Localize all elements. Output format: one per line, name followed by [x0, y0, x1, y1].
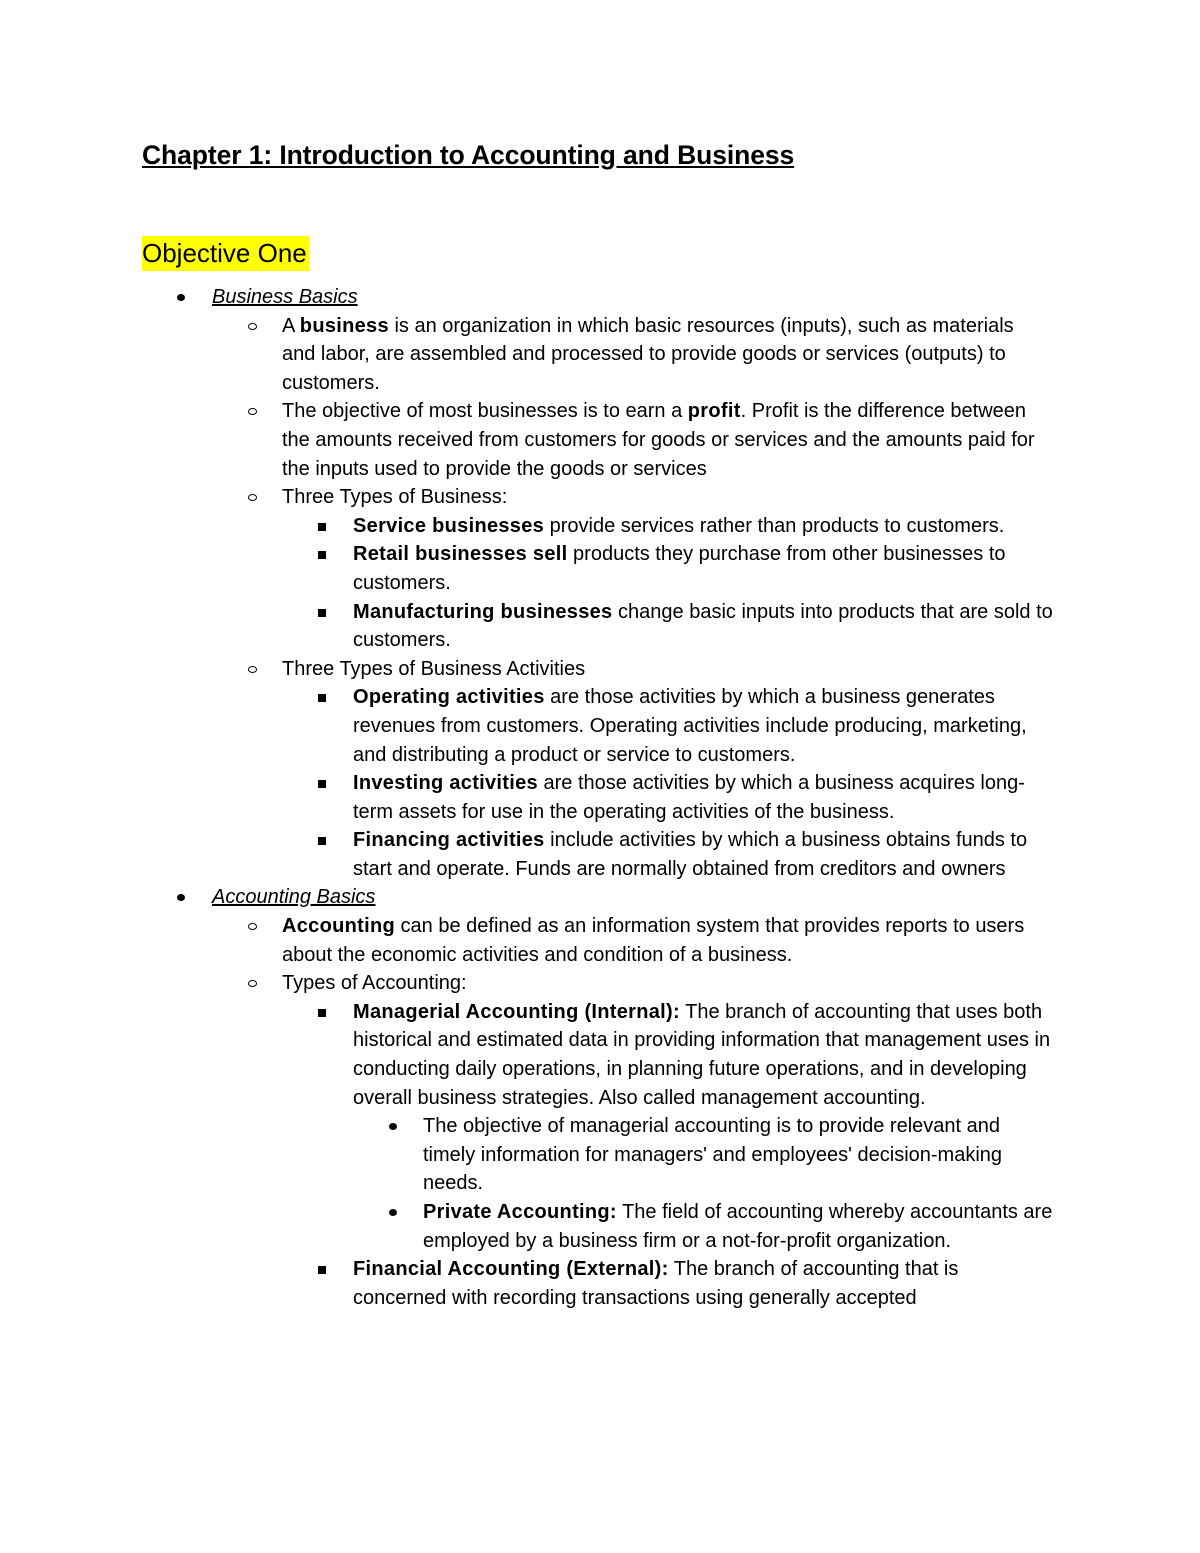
text: Three Types of Business:: [282, 486, 508, 509]
term: Retail businesses sell: [353, 543, 568, 566]
list-item: [0, 683, 1053, 769]
text: The branch of accounting that is concerned with recording transactions using generally accepted: [353, 1258, 959, 1309]
text: The objective of managerial accounting is to provide relevant and timely information for managers' and employees' decision-making needs.: [423, 1115, 1003, 1195]
text: are those activities by which a business acquires long-term assets for use in the operating activities of the business.: [353, 772, 1025, 823]
text: products they purchase from other businesses to customers.: [353, 543, 1006, 594]
disc-bullet-icon: [177, 294, 185, 301]
list-item: [0, 312, 1052, 398]
list-item: [0, 998, 1053, 1112]
square-bullet-icon: [318, 551, 326, 559]
list-item: [0, 283, 1052, 312]
circle-bullet-icon: [248, 408, 257, 415]
list-item: [0, 769, 1053, 826]
term: Service businesses: [353, 514, 545, 537]
text: Three Types of Business Activities: [282, 657, 586, 680]
objective-heading: Objective One: [142, 236, 309, 271]
text: is an organization in which basic resources (inputs), such as materials and labor, are assembled and processed to provide goods or services (outputs) to customers.: [282, 314, 1014, 394]
topic-accounting-basics: Accounting Basics: [212, 886, 376, 909]
chapter-title: Chapter 1: Introduction to Accounting and Business: [142, 140, 795, 170]
topic-business-basics: Business Basics: [212, 286, 358, 308]
list-item: [0, 483, 1052, 512]
square-bullet-icon: [318, 1266, 326, 1274]
term: Accounting: [282, 915, 395, 938]
list-item: [0, 912, 1052, 969]
term: Investing activities: [353, 772, 538, 795]
circle-bullet-icon: [248, 323, 257, 330]
text: change basic inputs into products that are sold to customers.: [353, 600, 1053, 652]
circle-bullet-icon: [248, 923, 257, 930]
circle-bullet-icon: [248, 494, 257, 501]
disc-bullet-icon: [389, 1209, 397, 1216]
term: profit: [687, 400, 741, 423]
text: The objective of most businesses is to earn a: [282, 400, 688, 423]
text: include activities by which a business obtains funds to start and operate. Funds are normally obtained from creditors and owners: [353, 829, 1028, 880]
square-bullet-icon: [318, 523, 326, 531]
list-item: [0, 826, 1053, 883]
term: Manufacturing businesses: [353, 600, 613, 623]
text: Types of Accounting:: [282, 972, 467, 995]
text: can be defined as an information system that provides reports to users about the economic activities and condition of a business.: [282, 915, 1025, 966]
list-item: [0, 512, 1053, 541]
square-bullet-icon: [318, 837, 326, 845]
list-item: [0, 883, 1052, 912]
list-item: [0, 969, 1052, 998]
disc-bullet-icon: [389, 1123, 397, 1130]
outline: [0, 283, 1200, 1312]
term: Operating activities: [353, 686, 545, 709]
square-bullet-icon: [318, 1009, 326, 1017]
list-item: [0, 1198, 1053, 1255]
disc-bullet-icon: [177, 894, 185, 901]
square-bullet-icon: [318, 609, 326, 617]
term: Financing activities: [353, 829, 545, 852]
term: Managerial Accounting (Internal):: [353, 1000, 680, 1023]
circle-bullet-icon: [248, 980, 257, 987]
list-item: [0, 1112, 1053, 1198]
text: provide services rather than products to customers.: [544, 514, 1005, 537]
term: business: [299, 314, 389, 337]
square-bullet-icon: [318, 780, 326, 788]
list-item: [0, 1255, 1053, 1312]
text: are those activities by which a business generates revenues from customers. Operating activities include producing, marketing, and distributing a product or service to customers.: [353, 686, 1027, 766]
circle-bullet-icon: [248, 666, 257, 673]
text: The field of accounting whereby accountants are employed by a business firm or a not-for-profit organization.: [423, 1201, 1053, 1252]
text: A: [282, 314, 300, 337]
text: The branch of accounting that uses both historical and estimated data in providing information that management uses in conducting daily operations, in planning future operations, and in developing overall business strategies. Also called management accounting.: [353, 1000, 1051, 1109]
square-bullet-icon: [318, 694, 326, 702]
term: Financial Accounting (External):: [353, 1258, 669, 1281]
text: . Profit is the difference between the amounts received from customers for goods or services and the amounts paid for the inputs used to provide the goods or services: [282, 400, 1035, 480]
list-item: [0, 598, 1053, 655]
term: Private Accounting:: [423, 1201, 617, 1223]
list-item: [0, 655, 1052, 684]
list-item: [0, 540, 1053, 597]
list-item: [0, 397, 1052, 483]
